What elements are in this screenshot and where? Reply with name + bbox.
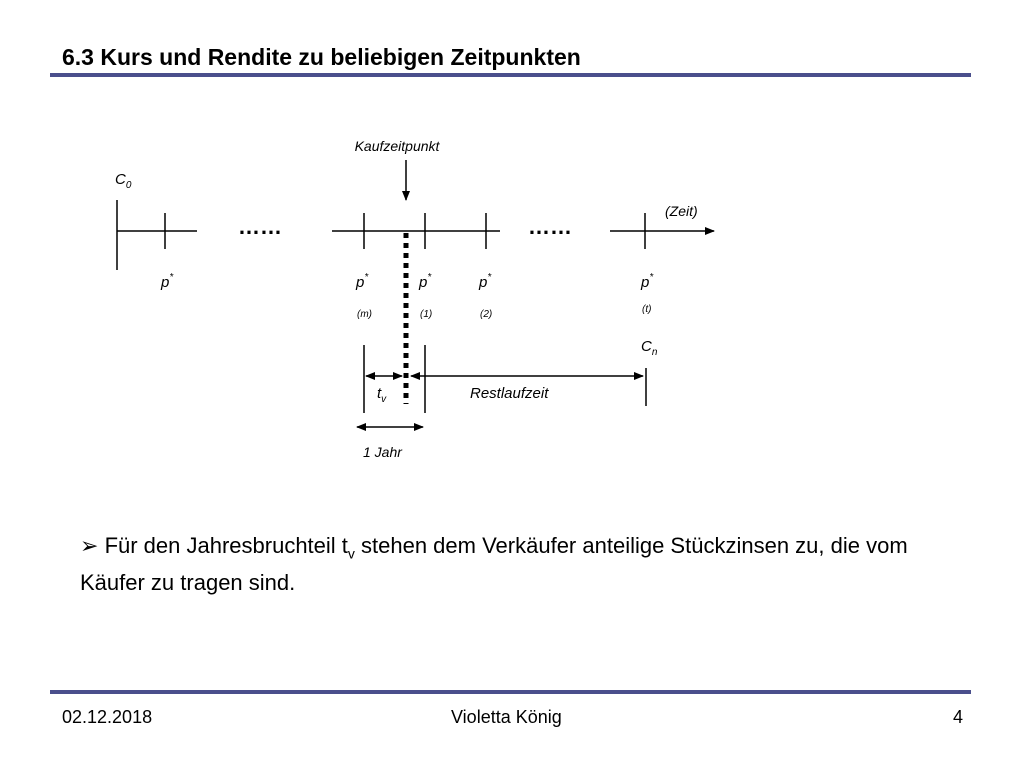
p-label-1: p* (419, 272, 432, 291)
cn-main: C (641, 338, 652, 355)
time-label: (Zeit) (665, 203, 698, 219)
page-number: 4 (953, 707, 964, 727)
purchase-label: Kaufzeitpunkt (354, 138, 440, 154)
bullet-subscript: v (347, 545, 355, 562)
ellipsis-2: …… (528, 214, 572, 239)
slide-title: 6.3 Kurs und Rendite zu beliebigen Zeitpunkten (62, 44, 581, 70)
cn-label (641, 338, 658, 358)
c0-sub: 0 (125, 180, 132, 191)
p-sub-t: (t) (642, 304, 652, 315)
c0-label (115, 171, 132, 191)
p-label-t: p* (641, 272, 654, 291)
ellipsis-1: …… (238, 214, 282, 239)
tv-label: $t_v$ (377, 385, 387, 405)
c0-main: C (115, 171, 126, 188)
bullet-marker: ➢ (80, 533, 99, 558)
footer-date: 02.12.2018 (62, 707, 153, 727)
cn-sub: n (651, 347, 658, 358)
p-label-2: p* (479, 272, 492, 291)
bullet-point (80, 531, 960, 598)
rest-label: Restlaufzeit (470, 385, 549, 402)
footer-divider (50, 690, 971, 694)
bullet-text-before: Für den Jahresbruchteil t (104, 533, 348, 558)
year-label: 1 Jahr (363, 444, 402, 460)
p-label-0: p* (161, 272, 174, 291)
p-sub-2: (2) (480, 309, 493, 320)
p-label-m: p* (356, 272, 369, 291)
p-sub-m: (m) (357, 309, 372, 320)
footer-author: Violetta König (451, 707, 562, 727)
p-sub-1: (1) (420, 309, 433, 320)
bullet-text-after: stehen dem Verkäufer anteilige Stückzinsen zu, die vom Käufer zu tragen sind. (80, 533, 908, 596)
